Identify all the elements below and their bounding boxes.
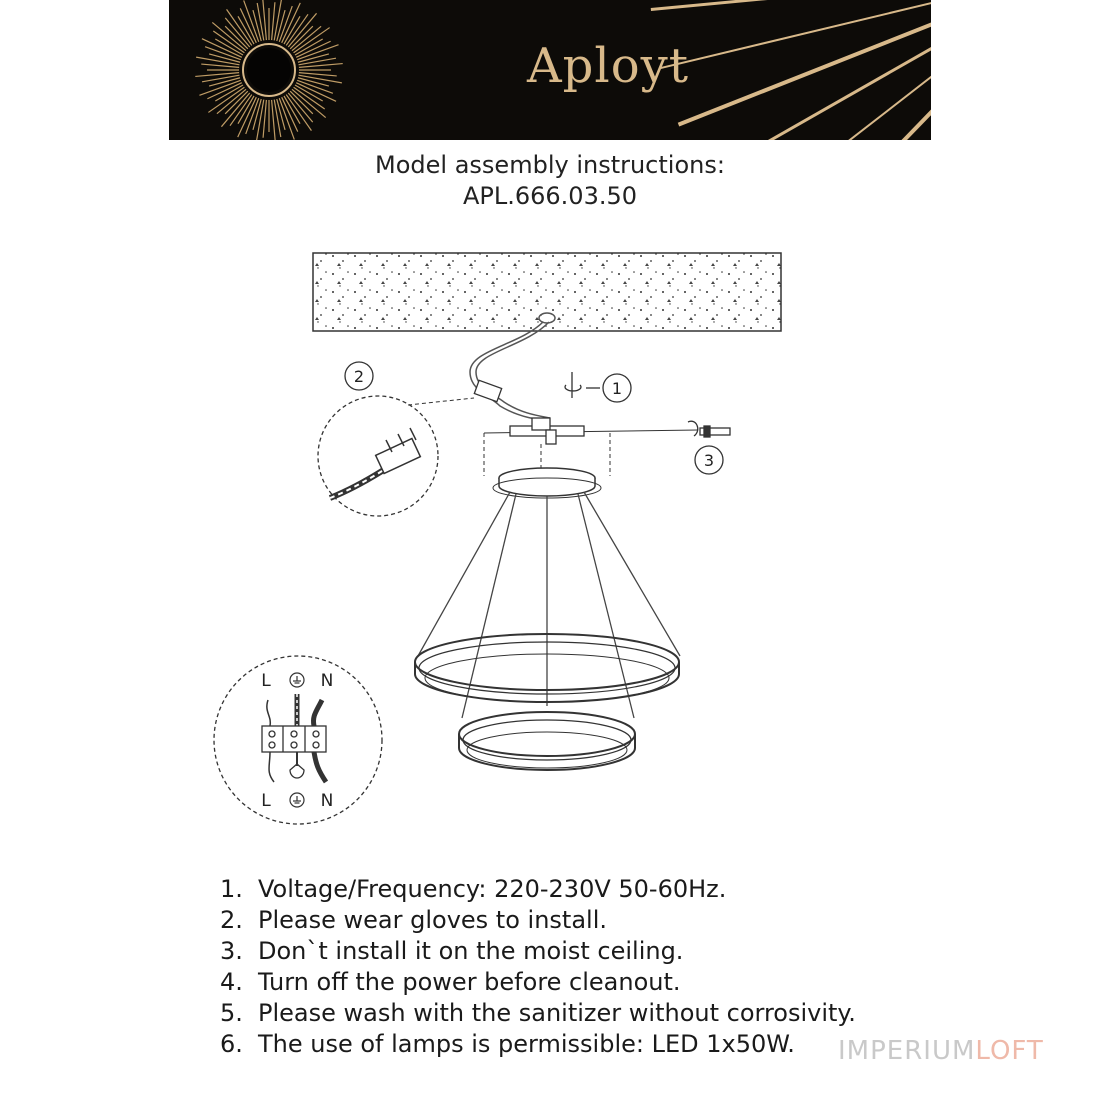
note-number: 1. xyxy=(220,875,243,903)
list-item xyxy=(220,1029,856,1060)
step-1-label: 1 xyxy=(611,379,623,398)
step-2-marker xyxy=(345,362,373,390)
ceiling-slab xyxy=(313,253,781,331)
note-number: 5. xyxy=(220,999,243,1027)
screw-icon xyxy=(688,421,730,437)
watermark xyxy=(838,1036,1044,1066)
live-label-bottom: L xyxy=(261,791,271,811)
watermark-part2: LOFT xyxy=(975,1036,1044,1066)
note-number: 3. xyxy=(220,937,243,965)
note-text: Please wash with the sanitizer without corrosivity. xyxy=(258,999,856,1027)
brand-name: Aployt xyxy=(527,38,690,94)
terminal-block xyxy=(474,380,501,401)
suspension-wires xyxy=(418,492,680,718)
live-label-top: L xyxy=(261,671,271,691)
list-item xyxy=(220,967,856,998)
wiring-diagram-callout xyxy=(214,656,382,824)
small-led-ring xyxy=(459,712,635,770)
note-number: 6. xyxy=(220,1030,243,1058)
note-text: Voltage/Frequency: 220-230V 50-60Hz. xyxy=(258,875,727,903)
safety-notes-list xyxy=(220,874,856,1060)
connector-detail-callout xyxy=(318,396,474,516)
note-text: Please wear gloves to install. xyxy=(258,906,607,934)
list-item xyxy=(220,936,856,967)
step-1-marker xyxy=(565,372,631,402)
note-text: Turn off the power before cleanout. xyxy=(258,968,681,996)
list-item xyxy=(220,874,856,905)
rotate-arrow-icon xyxy=(565,372,581,398)
watermark-part1: IMPERIUM xyxy=(838,1036,976,1066)
document-title: Model assembly instructions: xyxy=(375,151,725,179)
note-text: The use of lamps is permissible: LED 1x50W. xyxy=(258,1030,795,1058)
mounting-bracket xyxy=(484,418,698,476)
neutral-label-top: N xyxy=(320,671,334,691)
model-number: APL.666.03.50 xyxy=(462,182,638,210)
list-item xyxy=(220,905,856,936)
note-number: 2. xyxy=(220,906,243,934)
step-3-marker xyxy=(695,446,723,474)
neutral-label-bottom: N xyxy=(320,791,334,811)
note-number: 4. xyxy=(220,968,243,996)
step-3-label: 3 xyxy=(703,451,715,470)
step-2-label: 2 xyxy=(353,367,365,386)
note-text: Don`t install it on the moist ceiling. xyxy=(258,937,684,965)
list-item xyxy=(220,998,856,1029)
